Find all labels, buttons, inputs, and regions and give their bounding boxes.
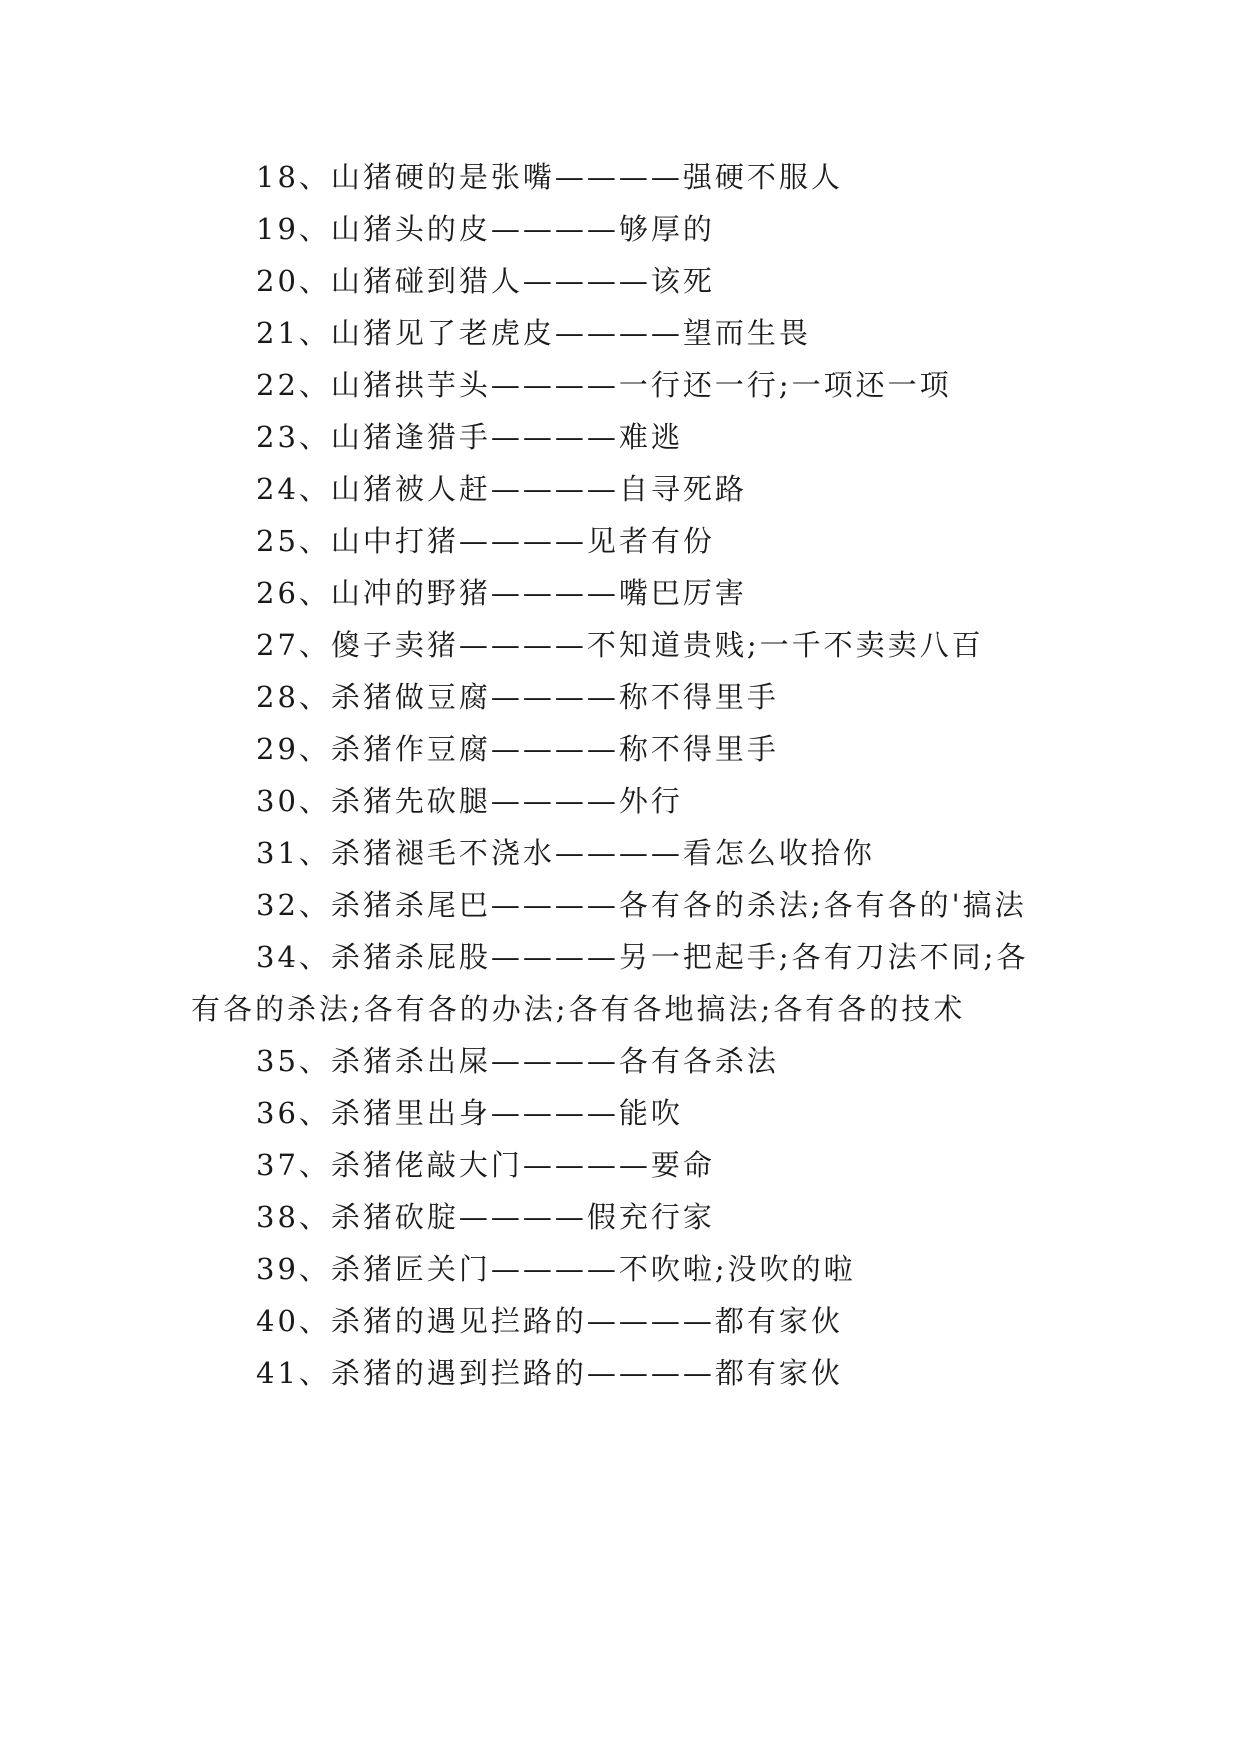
list-item: 23、山猪逢猎手————难逃 [256,420,683,454]
list-item: 38、杀猪砍腚————假充行家 [256,1200,715,1234]
list-item: 25、山中打猪————见者有份 [256,524,715,558]
list-item: 41、杀猪的遇到拦路的————都有家伙 [256,1356,843,1390]
list-item: 20、山猪碰到猎人————该死 [256,264,715,298]
list-item: 27、傻子卖猪————不知道贵贱;一千不卖卖八百 [256,628,984,662]
list-item: 18、山猪硬的是张嘴————强硬不服人 [256,160,843,194]
list-item-continuation: 有各的杀法;各有各的办法;各有各地搞法;各有各的技术 [191,992,966,1026]
list-item: 37、杀猪佬敲大门————要命 [256,1148,715,1182]
list-item: 31、杀猪褪毛不浇水————看怎么收拾你 [256,836,875,870]
list-item: 21、山猪见了老虎皮————望而生畏 [256,316,811,350]
list-item: 32、杀猪杀尾巴————各有各的杀法;各有各的'搞法 [256,888,1027,922]
list-item: 36、杀猪里出身————能吹 [256,1096,683,1130]
list-item: 22、山猪拱芋头————一行还一行;一项还一项 [256,368,952,402]
list-item: 30、杀猪先砍腿————外行 [256,784,683,818]
list-item: 40、杀猪的遇见拦路的————都有家伙 [256,1304,843,1338]
list-item: 29、杀猪作豆腐————称不得里手 [256,732,779,766]
list-item: 19、山猪头的皮————够厚的 [256,212,715,246]
list-item: 35、杀猪杀出屎————各有各杀法 [256,1044,779,1078]
list-item: 26、山冲的野猪————嘴巴厉害 [256,576,747,610]
list-item: 39、杀猪匠关门————不吹啦;没吹的啦 [256,1252,856,1286]
list-item: 28、杀猪做豆腐————称不得里手 [256,680,779,714]
list-item: 24、山猪被人赶————自寻死路 [256,472,747,506]
list-item: 34、杀猪杀屁股————另一把起手;各有刀法不同;各 [256,940,1029,974]
